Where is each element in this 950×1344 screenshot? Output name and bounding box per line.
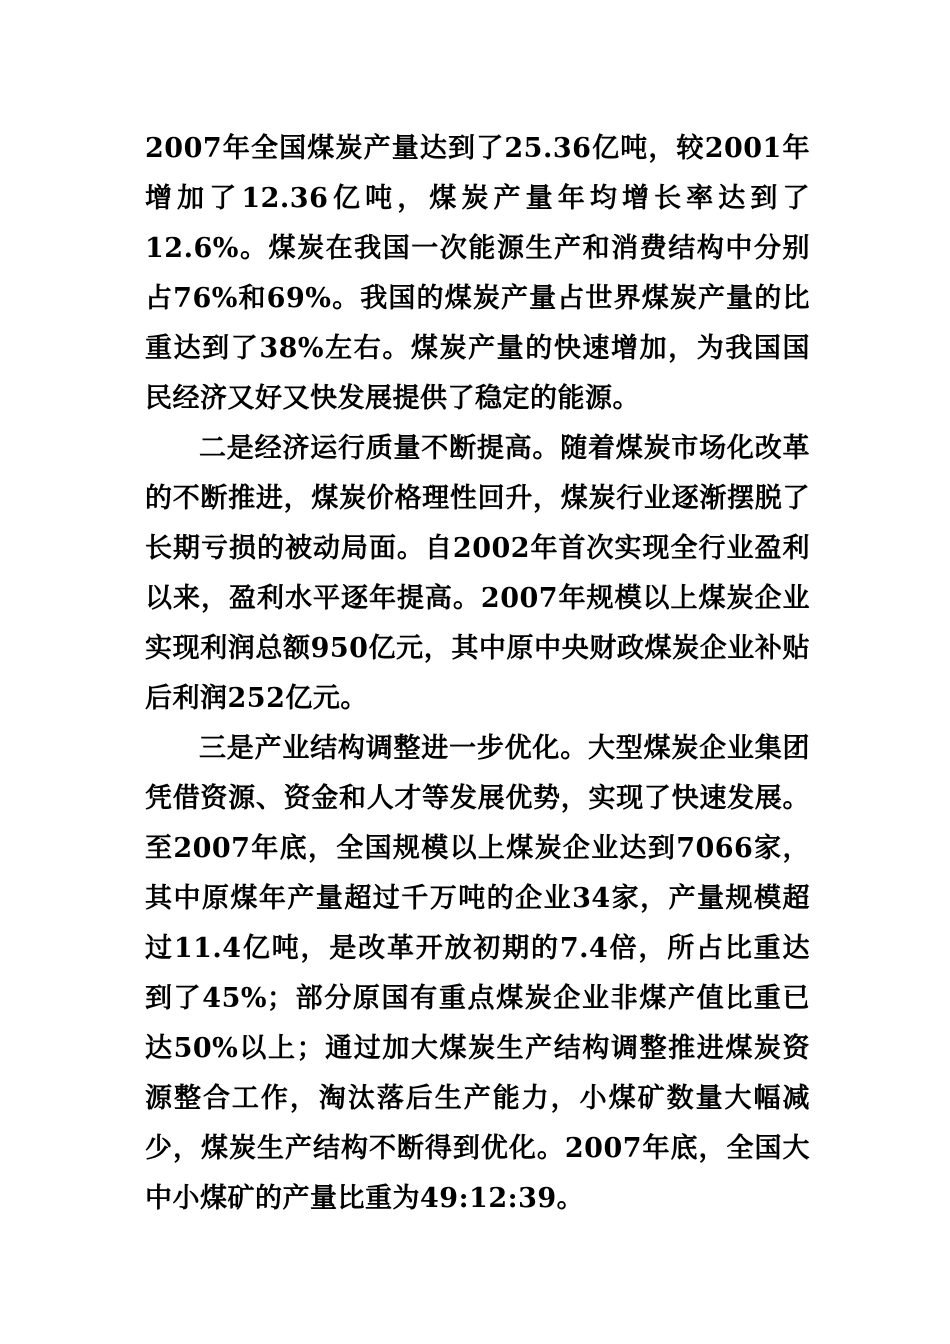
paragraph-industry-structure: 三是产业结构调整进一步优化。大型煤炭企业集团凭借资源、资金和人才等发展优势，实现了快速发展。至2007年底，全国规模以上煤炭企业达到7066家，其中原煤年产量超过千万吨的企业34家，产量规模超过11.4亿吨，是改革开放初期的7.4倍，所占比重达到了45%；部分原国有重点煤炭企业非煤产值比重已达50%以上；通过加大煤炭生产结构调整推进煤炭资源整合工作，淘汰落后生产能力，小煤矿数量大幅减少，煤炭生产结构不断得到优化。2007年底，全国大中小煤矿的产量比重为49:12:39。 (145, 733, 810, 1214)
paragraph-coal-output: 2007年全国煤炭产量达到了25.36亿吨，较2001年增加了12.36亿吨，煤炭产量年均增长率达到了12.6%。煤炭在我国一次能源生产和消费结构中分别占76%和69%。我国的煤炭产量占世界煤炭产量的比重达到了38%左右。煤炭产量的快速增加，为我国国民经济又好又快发展提供了稳定的能源。 (145, 133, 810, 414)
paragraph-economic-quality: 二是经济运行质量不断提高。随着煤炭市场化改革的不断推进，煤炭价格理性回升，煤炭行业逐渐摆脱了长期亏损的被动局面。自2002年首次实现全行业盈利以来，盈利水平逐年提高。2007年规模以上煤炭企业实现利润总额950亿元，其中原中央财政煤炭企业补贴后利润252亿元。 (145, 433, 810, 714)
document-body (145, 124, 810, 1224)
